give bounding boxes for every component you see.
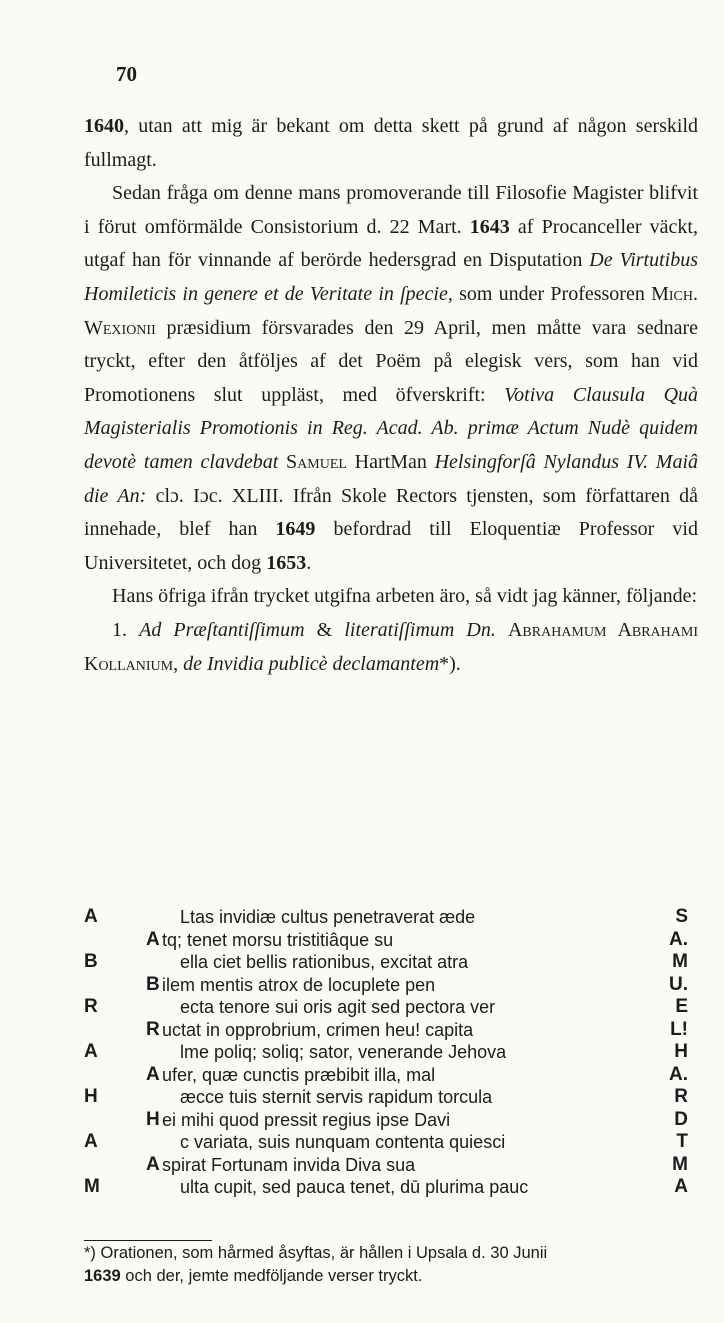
verse-text: ulta cupit, sed pauca tenet, dū plurima pauc — [180, 1177, 529, 1197]
poem-line — [84, 996, 698, 1019]
disputation-title: De Virtutibus Homileticis in genere et de Veritate in ſpecie, — [84, 249, 698, 305]
poem-line — [84, 1154, 698, 1177]
verse-text: ilem mentis atrox de locuplete pen — [162, 974, 436, 995]
acrostic-initial: A — [146, 1153, 160, 1175]
page-number: 70 — [116, 62, 137, 86]
verse-text: lme poliq; soliq; sator, venerande Jehova — [180, 1042, 507, 1062]
poem-line — [84, 929, 698, 952]
year: 1653 — [266, 551, 307, 574]
telestich-letter: S — [675, 906, 688, 927]
verse-text: ella ciet bellis rationibus, excitat atra — [180, 952, 469, 972]
telestich-letter: A — [674, 1176, 688, 1197]
poem-line — [84, 974, 698, 997]
item-number: 1. — [112, 618, 127, 641]
acrostic-initial: R — [84, 996, 98, 1017]
paragraph-4 — [84, 614, 698, 681]
footnote-marker: *). — [439, 652, 461, 675]
dedication-title: Ad Præſtantiſſimum — [139, 618, 305, 641]
paragraph-3: Hans öfriga ifrån trycket utgifna arbeten äro, så vidt jag känner, följande: — [112, 585, 698, 608]
poem-line — [84, 1041, 698, 1064]
dedicatee-name: Abrahamum Abrahami Kollanium, — [84, 618, 699, 675]
poem-title: Votiva Clausula Quà Magisterialis Promotionis in Reg. Acad. Ab. primæ Actum Nudè quidem devotè tamen clavdebat — [84, 383, 699, 473]
acrostic-initial: A — [84, 906, 98, 927]
acrostic-initial: M — [84, 1176, 100, 1197]
text-span: & — [304, 618, 345, 641]
verse-text: uctat in opprobrium, crimen heu! capita — [162, 1019, 474, 1040]
acrostic-initial: H — [84, 1086, 98, 1107]
telestich-letter: A. — [669, 1063, 688, 1085]
year: 1649 — [275, 518, 316, 541]
text-span: som under Professoren — [452, 282, 652, 305]
poem-line — [84, 951, 698, 974]
telestich-letter: T — [676, 1131, 688, 1152]
telestich-letter: L! — [670, 1018, 688, 1040]
telestich-letter: D — [674, 1108, 688, 1130]
oration-title: de Invidia publicè declamantem — [183, 652, 440, 675]
body-text — [84, 110, 698, 681]
verse-text: ufer, quæ cunctis præbibit illa, mal — [162, 1064, 436, 1085]
acrostic-initial: A — [84, 1131, 98, 1152]
verse-text: c variata, suis nunquam contenta quiesci — [180, 1132, 506, 1152]
footnote-line — [84, 1265, 698, 1288]
text-span: befordrad till Eloquentiæ Professor vid Universitetet, och dog — [84, 518, 698, 574]
acrostic-initial: A — [84, 1041, 98, 1062]
footnote — [84, 1242, 698, 1288]
telestich-letter: M — [672, 951, 688, 972]
telestich-letter: R — [674, 1086, 688, 1107]
text-span: clɔ. Iɔc. XLIII. Ifrån Skole Rectors tjensten, som författaren då innehade, blef han — [84, 484, 699, 541]
verse-text: spirat Fortunam invida Diva sua — [162, 1154, 416, 1175]
verse-text: Ltas invidiæ cultus penetraverat æde — [180, 907, 476, 927]
year: 1643 — [469, 215, 510, 238]
poem-line — [84, 1019, 698, 1042]
year: 1639 — [84, 1267, 121, 1285]
poem-line — [84, 1131, 698, 1154]
verse-text: æcce tuis sternit servis rapidum torcula — [180, 1087, 493, 1107]
poem-line — [84, 1176, 698, 1199]
verse-text: tq; tenet morsu tristitiâque su — [162, 929, 394, 950]
acrostic-initial: B — [146, 973, 160, 995]
text-span: af Procanceller väckt, utgaf han för vinnande af berörde hedersgrad en Disputation — [84, 215, 698, 272]
acrostic-initial: H — [146, 1108, 160, 1130]
poem-line — [84, 906, 698, 929]
telestich-letter: A. — [669, 928, 688, 950]
telestich-letter: M — [672, 1153, 688, 1175]
text-span: *) Orationen, som hårmed åsyftas, är hållen i Upsala d. 30 Junii — [84, 1244, 548, 1262]
text-span: HartMan — [346, 450, 435, 473]
acrostic-initial: B — [84, 951, 98, 972]
footnote-line — [84, 1242, 698, 1265]
acrostic-initial: R — [146, 1018, 160, 1040]
text-span: . — [306, 551, 312, 574]
year: 1640 — [84, 115, 124, 137]
paragraph-2 — [84, 177, 698, 580]
poem-line — [84, 1086, 698, 1109]
acrostic-initial: A — [146, 1063, 160, 1085]
acrostic-poem — [84, 906, 698, 1199]
place-date: Helsingforſâ Nylandus IV. Maiâ die An: — [84, 450, 699, 507]
author-name: Samuel — [286, 450, 347, 473]
text-span: præsidium försvarades den 29 April, men måtte vara sednare tryckt, efter den åtföljes af det Poëm på elegisk vers, som han vid Promotionens slut uppläst, med öfverskrift: — [84, 316, 698, 406]
poem-line — [84, 1109, 698, 1132]
poem-line — [84, 1064, 698, 1087]
telestich-letter: H — [674, 1041, 688, 1062]
footnote-rule — [84, 1240, 212, 1241]
telestich-letter: E — [675, 996, 688, 1017]
verse-text: ei mihi quod pressit regius ipse Davi — [162, 1109, 451, 1130]
professor-name: Mich. Wexionii — [84, 282, 698, 339]
acrostic-initial: A — [146, 928, 160, 950]
verse-text: ecta tenore sui oris agit sed pectora ver — [180, 997, 496, 1017]
text-span: och der, jemte medföljande verser tryckt. — [120, 1267, 423, 1285]
text-span: Sedan fråga om denne mans promoverande till Filosofie Magister blifvit i förut omförmälde Consistorium d. 22 Mart. — [84, 182, 698, 238]
text-span — [278, 451, 286, 473]
text-span: , utan att mig är bekant om detta skett på grund af någon serskild fullmagt. — [84, 115, 698, 171]
dedication-title: literatiſſimum Dn. — [344, 618, 496, 641]
telestich-letter: U. — [669, 973, 688, 995]
paragraph-1 — [84, 110, 698, 177]
